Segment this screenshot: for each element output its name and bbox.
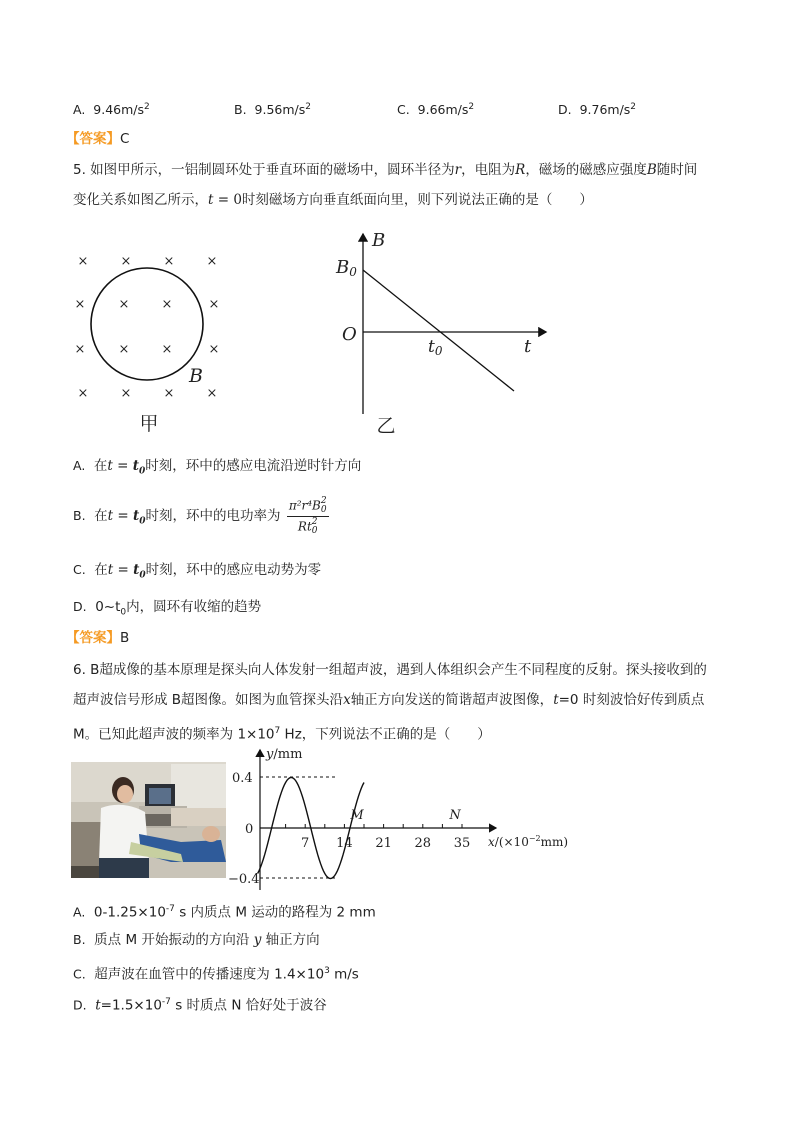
field-cross-icon: × xyxy=(120,254,132,269)
q6-wave-graph xyxy=(226,744,576,894)
field-cross-icon: × xyxy=(208,342,220,357)
field-cross-icon: × xyxy=(206,254,218,269)
answer-label: 【答案】 xyxy=(66,131,120,147)
ring-label-b: B xyxy=(189,365,203,387)
caption-jia: 甲 xyxy=(139,413,159,435)
y-tick-bottom: −0.4 xyxy=(228,872,260,887)
q6-option-b: B. 质点 M 开始振动的方向沿 y 轴正方向 xyxy=(73,932,320,948)
q6-stem-line2: 超声波信号形成 B超图像。如图为血管探头沿x轴正方向发送的简谐超声波图像，t=0 时刻波恰好传到质点 xyxy=(73,692,705,708)
point-m-label: M xyxy=(350,808,364,823)
q5-figure-yi xyxy=(326,226,556,440)
answer-value: C xyxy=(120,131,130,147)
q4-option-a: A. $9.46m/s^2$ xyxy=(73,102,150,118)
q5-option-b: B. 在$t = t_0$时刻，环中的电功率为 π²r⁴B 2 0 Rt 2 0 xyxy=(73,495,327,536)
y-tick-top: 0.4 xyxy=(232,771,253,786)
point-n-label: N xyxy=(449,808,461,823)
field-cross-icon: × xyxy=(161,342,173,357)
axis-label-t: t xyxy=(524,336,532,357)
field-cross-icon: × xyxy=(208,297,220,312)
field-cross-icon: × xyxy=(163,386,175,401)
q5-option-d: D. $0\sim t_0$内，圆环有收缩的趋势 xyxy=(73,599,262,618)
caption-yi: 乙 xyxy=(376,415,396,437)
ultrasound-photo xyxy=(71,762,226,878)
field-cross-icon: × xyxy=(120,386,132,401)
q6-option-a: A. $0-1.25\times 10^{-7}$ s 内质点 M 运动的路程为 2 mm xyxy=(73,904,376,921)
x-tick-label: 7 xyxy=(301,836,310,851)
q4-answer xyxy=(66,129,129,149)
q6-stem-line1: 6. B超成像的基本原理是探头向人体发射一组超声波，遇到人体组织会产生不同程度的反射。探头接收到的 xyxy=(73,662,707,678)
power-fraction: π²r⁴B 2 0 Rt 2 0 xyxy=(288,495,327,536)
q6-option-c: C. 超声波在血管中的传播速度为 $1.4\times 10^3$ m/s xyxy=(73,966,359,983)
y-axis-label: y/mm xyxy=(266,747,303,762)
answer-value: B xyxy=(120,630,130,646)
field-cross-icon: × xyxy=(161,297,173,312)
field-cross-icon: × xyxy=(163,254,175,269)
x-tick-label: 14 xyxy=(336,836,353,851)
b0-label: B0 xyxy=(336,257,357,279)
q6-option-d: D. $t=1.5\times 10^{-7}$ s 时质点 N 恰好处于波谷 xyxy=(73,997,327,1014)
q4-option-c: C. $9.66m/s^2$ xyxy=(397,102,475,118)
q5-stem-line2: 变化关系如图乙所示，t = 0时刻磁场方向垂直纸面向里，则下列说法正确的是（ ） xyxy=(73,192,593,208)
origin-label: O xyxy=(342,324,357,345)
x-tick-label: 28 xyxy=(414,836,432,851)
q4-option-d: D. $9.76m/s^2$ xyxy=(558,102,637,118)
q5-figure-jia xyxy=(66,240,236,440)
x-tick-label: 21 xyxy=(375,836,392,851)
q4-option-b: B. $9.56m/s^2$ xyxy=(234,102,311,118)
aluminum-ring xyxy=(91,268,203,380)
q5-option-a: A. 在$t = t_0$时刻，环中的感应电流沿逆时针方向 xyxy=(73,458,362,477)
y-tick-zero: 0 xyxy=(245,822,254,837)
field-cross-icon: × xyxy=(77,386,89,401)
t0-label: t0 xyxy=(428,337,443,358)
axis-label-b: B xyxy=(372,230,386,251)
q6-stem-line3: M。已知此超声波的频率为 $1\times 10^7$ Hz，下列说法不正确的是（ ） xyxy=(73,726,491,743)
field-cross-icon: × xyxy=(77,254,89,269)
answer-label: 【答案】 xyxy=(66,630,120,646)
field-cross-icon: × xyxy=(74,297,86,312)
b-t-line xyxy=(363,270,514,391)
x-axis-label: $x/(\times 10^{-2}mm)$ xyxy=(488,834,569,849)
q5-answer xyxy=(66,628,129,648)
q5-option-c: C. 在$t = t_0$时刻，环中的感应电动势为零 xyxy=(73,562,322,581)
x-tick-label: 35 xyxy=(453,836,471,851)
field-cross-icon: × xyxy=(206,386,218,401)
q5-stem-line1: 5. 如图甲所示，一铝制圆环处于垂直环面的磁场中，圆环半径为r，电阻为R，磁场的磁感应强度B随时间 xyxy=(73,162,698,178)
field-cross-icon: × xyxy=(74,342,86,357)
field-cross-icon: × xyxy=(118,297,130,312)
field-cross-icon: × xyxy=(118,342,130,357)
